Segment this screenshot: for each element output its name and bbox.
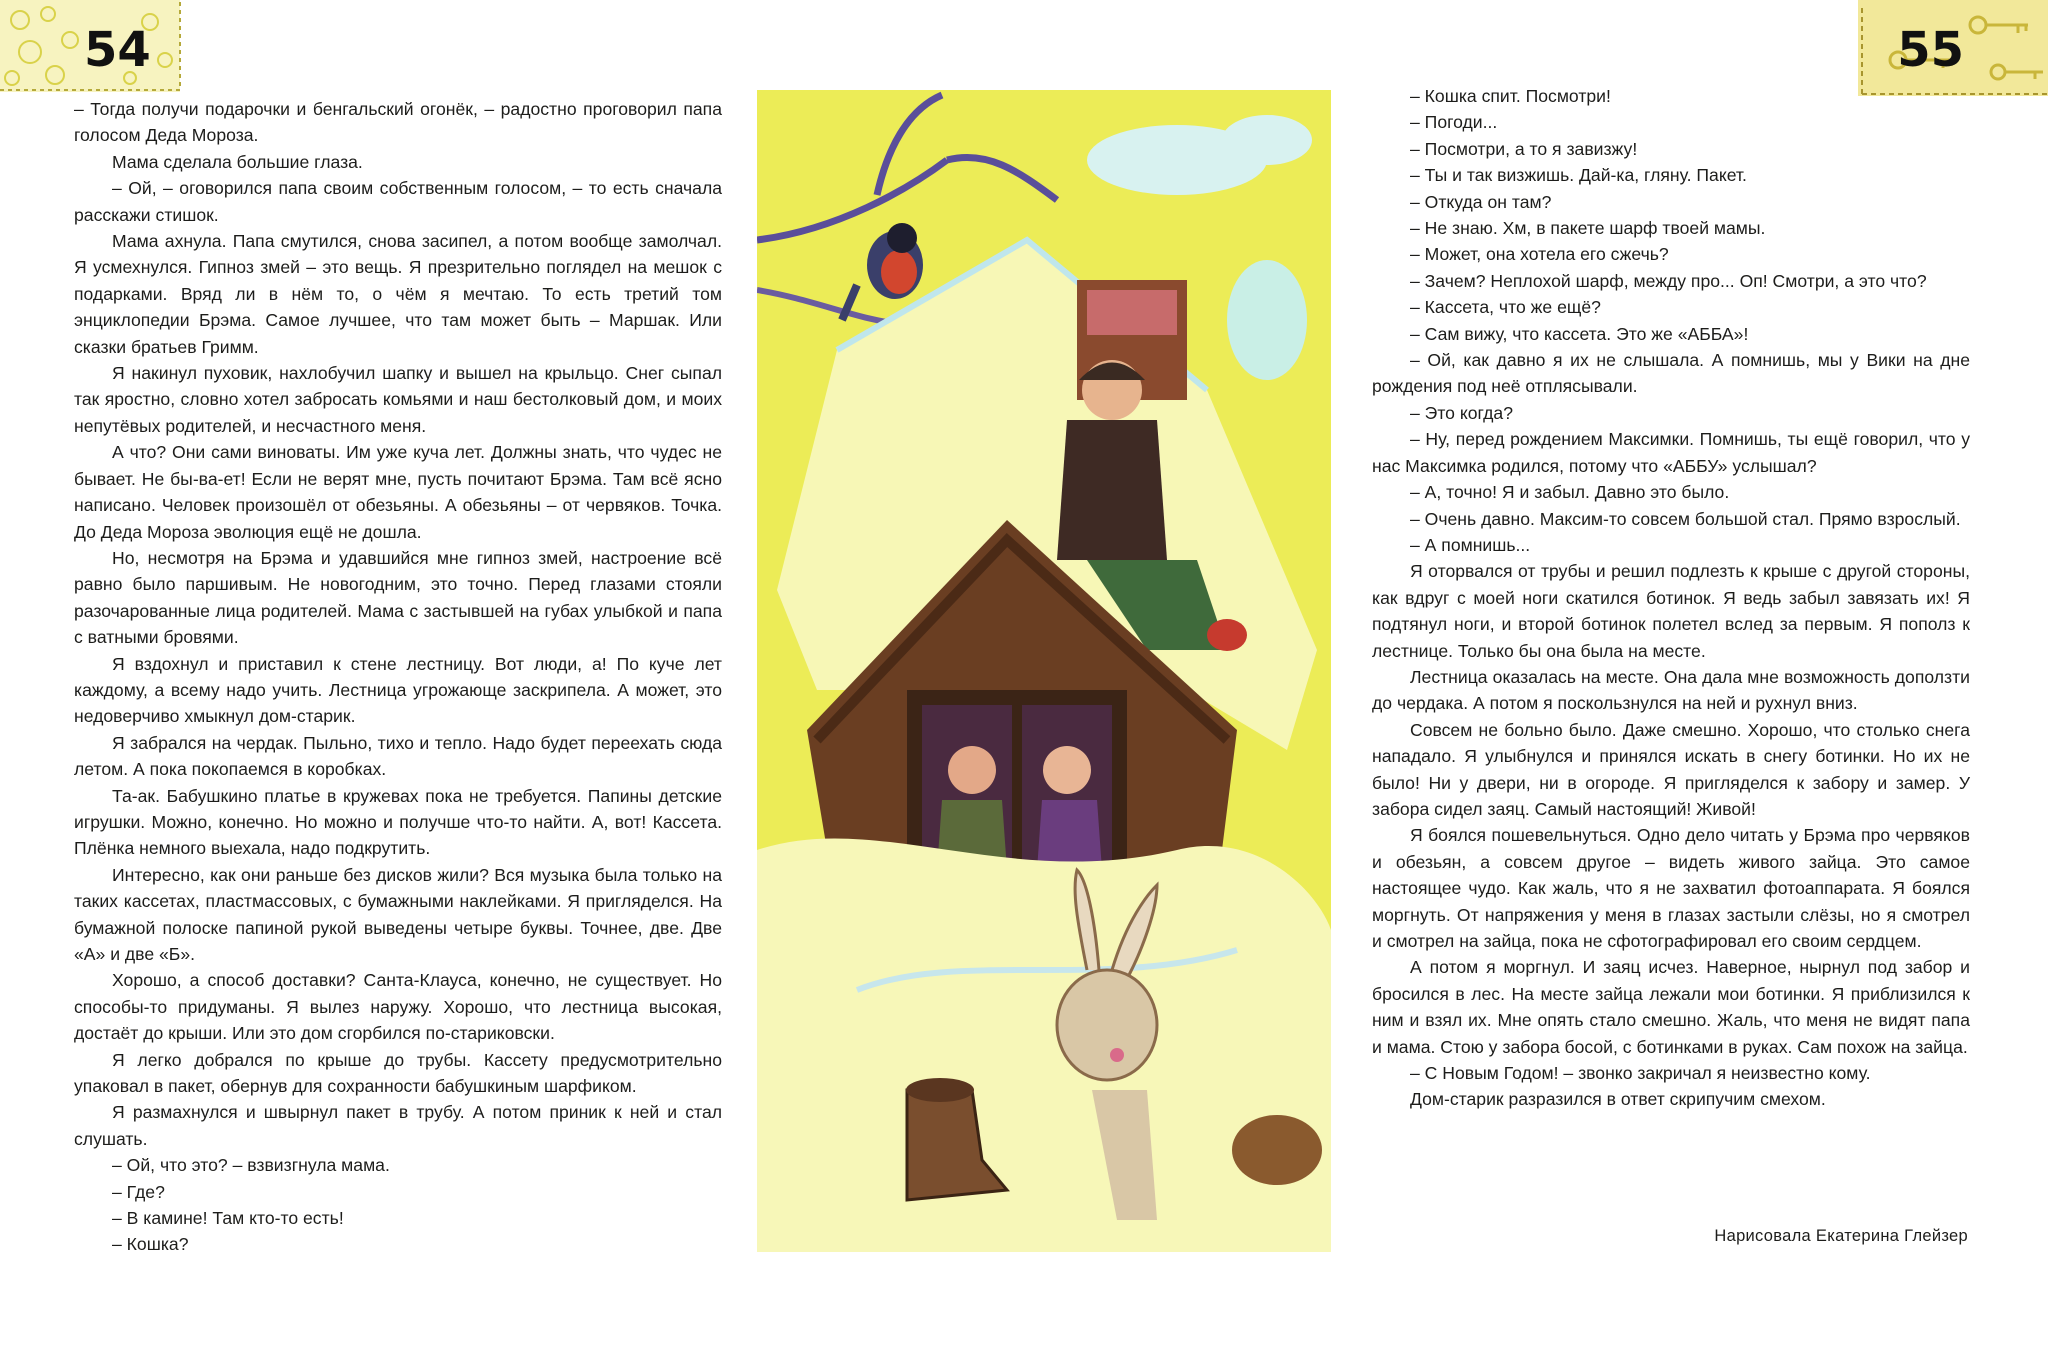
paragraph: – Кошка спит. Посмотри! (1410, 86, 1611, 106)
paragraph: Я накинул пуховик, нахлобучил шапку и вышел на крыльцо. Снег сыпал так яростно, словно хотел забросать комьями и наш бестолковый дом, и моих непутёвых родителей, и несчастного меня. (74, 363, 722, 436)
paragraph: – Откуда он там? (1410, 191, 1552, 212)
paragraph: – Может, она хотела его сжечь? (1410, 244, 1669, 265)
paragraph: Мама сделала большие глаза. (112, 151, 363, 172)
paragraph: Я забрался на чердак. Пыльно, тихо и тепло. Надо будет переехать сюда летом. А пока покопаемся в коробках. (74, 732, 722, 780)
right-text-column (1372, 83, 1970, 1113)
paragraph: Совсем не больно было. Даже смешно. Хорошо, что столько снега нападало. Я улыбнулся и принялся искать в снегу ботинки. Но их не было! Ни у двери, ни в огороде. Я пригляделся к забору и замер. У забора сидел заяц. Самый настоящий! Живой! (1372, 719, 1970, 819)
paragraph: Та-ак. Бабушкино платье в кружевах пока не требуется. Папины детские игрушки. Можно, конечно. Но можно и получше что-то найти. А, вот! Кассета. Плёнка немного выехала, надо подкрутить. (74, 785, 722, 859)
paragraph: – Ой, – оговорился папа своим собственным голосом, – то есть сначала расскажи стишок. (74, 178, 722, 225)
paragraph: – А, точно! Я и забыл. Давно это было. (1410, 482, 1730, 503)
paragraph: – Кошка? (112, 1234, 189, 1255)
left-text-column (74, 96, 722, 1258)
paragraph: – С Новым Годом! – звонко закричал я неизвестно кому. (1410, 1063, 1871, 1084)
paragraph: – Не знаю. Хм, в пакете шарф твоей мамы. (1410, 218, 1766, 239)
paragraph: Интересно, как они раньше без дисков жили? Вся музыка была только на таких кассетах, пластмассовых, с бумажными наклейками. Я пригляделся. На бумажной полоске папиной рукой выведены четыре буквы. Точнее, две. Две «А» и две «Б». (74, 864, 722, 964)
paragraph: А что? Они сами виноваты. Им уже куча лет. Должны знать, что чудес не бывает. Не бы-ва-ет! Если не верят мне, пусть почитают Брэма. Там всё ясно написано. Человек произошёл от обезьяны. А обезьяны – от червяков. Точка. До Деда Мороза эволюция ещё не дошла. (74, 442, 722, 542)
paragraph: – Где? (112, 1181, 165, 1202)
paragraph: – Очень давно. Максим-то совсем большой стал. Прямо взрослый. (1410, 508, 1961, 529)
paragraph: Я оторвался от трубы и решил подлезть к крыше с другой стороны, как вдруг с моей ноги скатился ботинок. Я ведь забыл завязать их! Я подтянул ноги, и второй ботинок полетел вслед за первым. Я пополз к лестнице. Только бы она была на месте. (1372, 561, 1970, 661)
paragraph: – Кассета, что же ещё? (1410, 297, 1601, 318)
illustration-credit: Нарисовала Екатерина Глейзер (1714, 1227, 1968, 1245)
paragraph: Лестница оказалась на месте. Она дала мне возможность доползти до чердака. А потом я поскользнулся на ней и рухнул вниз. (1372, 666, 1970, 714)
paragraph: – Это когда? (1410, 402, 1513, 423)
paragraph: – Посмотри, а то я завизжу! (1410, 138, 1638, 159)
paragraph: – Ты и так визжишь. Дай-ка, гляну. Пакет. (1410, 165, 1747, 186)
paragraph: – Ой, что это? – взвизгнула мама. (112, 1155, 390, 1176)
illustration-snowy-house (757, 90, 1331, 1252)
paragraph: Но, несмотря на Брэма и удавшийся мне гипноз змей, настроение всё равно было паршивым. Не новогодним, это точно. Перед глазами стояли разочарованные лица родителей. Мама с застывшей на губах улыбкой и папа с ватными бровями. (74, 547, 722, 648)
paragraph: А потом я моргнул. И заяц исчез. Наверное, нырнул под забор и бросился в лес. На месте зайца лежали мои ботинки. Я приблизился к ним и взял их. Мне опять стало смешно. Жаль, что меня не видят папа и мама. Стою у забора босой, с ботинками в руках. Сам похож на зайца. (1372, 957, 1970, 1057)
paragraph: Я легко добрался по крыше до трубы. Кассету предусмотрительно упаковал в пакет, обернув для сохранности бабушкиным шарфиком. (74, 1049, 722, 1097)
paragraph: Мама ахнула. Папа смутился, снова засипел, а потом вообще замолчал. Я усмехнулся. Гипноз змей – это вещь. Я презрительно поглядел на мешок с подарками. Вряд ли в нём то, о чём я мечтаю. То есть третий том энциклопедии Брэма. Самое лучшее, что там может быть – Маршак. Или сказки братьев Гримм. (74, 231, 722, 357)
page-number-left: 54 (84, 22, 151, 78)
paragraph: – Тогда получи подарочки и бенгальский огонёк, – радостно проговорил папа голосом Деда Мороза. (74, 99, 722, 146)
paragraph: Хорошо, а способ доставки? Санта-Клауса, конечно, не существует. Но способы-то придуманы. Я вылез наружу. Хорошо, что лестница высокая, достаёт до крыши. Или это дом сгорбился по-стариковски. (74, 970, 722, 1044)
paragraph: Я вздохнул и приставил к стене лестницу. Вот люди, а! По куче лет каждому, а всему надо учить. Лестница угрожающе заскрипела. А может, это недоверчиво хмыкнул дом-старик. (74, 653, 722, 727)
paragraph: Я размахнулся и швырнул пакет в трубу. А потом приник к ней и стал слушать. (74, 1102, 722, 1149)
paragraph: – Зачем? Неплохой шарф, между про... Оп! Смотри, а это что? (1410, 270, 1927, 291)
paragraph: – В камине! Там кто-то есть! (112, 1208, 344, 1229)
page-number-right: 55 (1897, 22, 1964, 78)
paragraph: – Ой, как давно я их не слышала. А помнишь, мы у Вики на дне рождения под неё отплясывали. (1372, 350, 1970, 397)
paragraph: – Погоди... (1410, 112, 1498, 133)
paragraph: Я боялся пошевельнуться. Одно дело читать у Брэма про червяков и обезьян, а совсем другое – видеть живого зайца. Это самое настоящее чудо. Как жаль, что я не захватил фотоаппарата. Я боялся моргнуть. От напряжения у меня в глазах застыли слёзы, но я смотрел и смотрел на зайца, пока не сфотографировал его своим сердцем. (1372, 825, 1970, 951)
paragraph: Дом-старик разразился в ответ скрипучим смехом. (1410, 1089, 1826, 1110)
paragraph: – Ну, перед рождением Максимки. Помнишь, ты ещё говорил, что у нас Максимка родился, потому что «АББУ» услышал? (1372, 429, 1970, 476)
paragraph: – А помнишь... (1410, 534, 1531, 555)
paragraph: – Сам вижу, что кассета. Это же «АББА»! (1410, 323, 1749, 344)
